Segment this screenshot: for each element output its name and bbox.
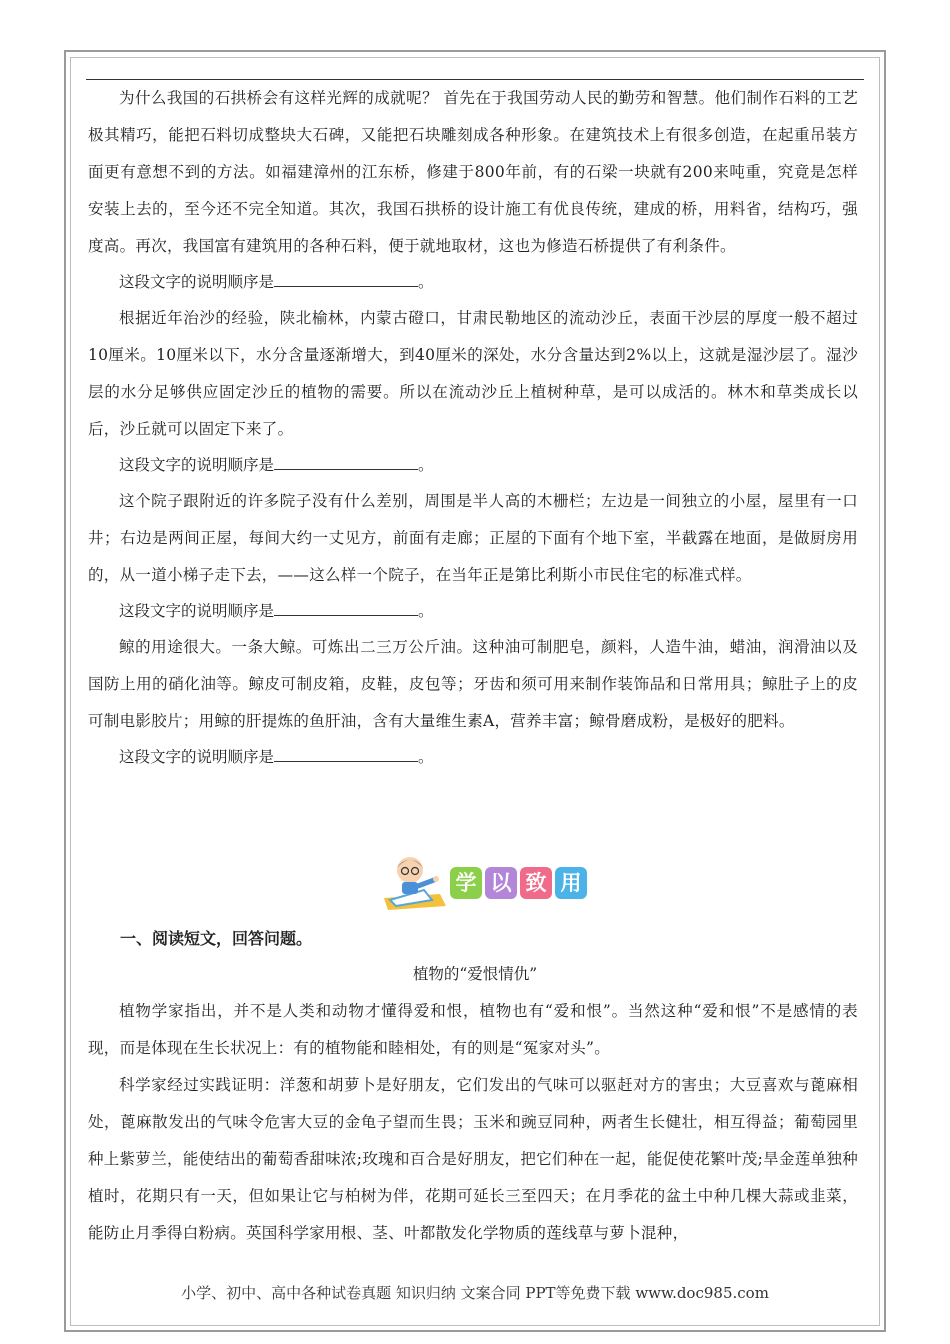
question-suffix: 。 bbox=[418, 748, 434, 766]
question-line-2 bbox=[88, 448, 858, 483]
passage-block bbox=[88, 80, 858, 775]
passage-paragraph-3: 这个院子跟附近的许多院子没有什么差别，周围是半人高的木栅栏；左边是一间独立的小屋，屋里有一口井；右边是两间正屋，每间大约一丈见方，前面有走廊；正屋的下面有个地下室，半截露在地面，是做厨房用的，从一道小梯子走下去，——这么样一个院子，在当年正是第比利斯小市民住宅的标准式样。 bbox=[88, 492, 858, 584]
article-block bbox=[88, 993, 858, 1252]
question-line-1 bbox=[88, 265, 858, 300]
answer-blank[interactable] bbox=[274, 601, 418, 616]
passage-paragraph-2: 根据近年治沙的经验，陕北榆林，内蒙古磴口，甘肃民勒地区的流动沙丘，表面干沙层的厚度一般不超过10厘米。10厘米以下，水分含量逐渐增大，到40厘米的深处，水分含量达到2%以上，这就是湿沙层了。湿沙层的水分足够供应固定沙丘的植物的需要。所以在流动沙丘上植树种草，是可以成活的。林木和草类成长以后，沙丘就可以固定下来了。 bbox=[88, 309, 858, 438]
banner-char-4: 用 bbox=[555, 867, 587, 899]
question-prefix: 这段文字的说明顺序是 bbox=[119, 748, 275, 766]
article-title: 植物的“爱恨情仇” bbox=[412, 965, 538, 983]
question-suffix: 。 bbox=[418, 602, 434, 620]
question-prefix: 这段文字的说明顺序是 bbox=[119, 273, 275, 291]
article-paragraph-2: 科学家经过实践证明：洋葱和胡萝卜是好朋友，它们发出的气味可以驱赶对方的害虫；大豆喜欢与蓖麻相处，蓖麻散发出的气味令危害大豆的金龟子望而生畏；玉米和豌豆同种，两者生长健壮，相互得益；葡萄园里种上紫萝兰，能使结出的葡萄香甜味浓;玫瑰和百合是好朋友，把它们种在一起，能促使花繁叶茂;旱金莲单独种植时，花期只有一天，但如果让它与柏树为伴，花期可延长三至四天；在月季花的盆土中种几棵大蒜或韭菜，能防止月季得白粉病。英国科学家用根、茎、叶都散发化学物质的莲线草与萝卜混种， bbox=[88, 1076, 858, 1242]
question-line-3 bbox=[88, 594, 858, 629]
article-paragraph-1: 植物学家指出，并不是人类和动物才懂得爱和恨，植物也有“爱和恨”。当然这种“爱和恨”不是感情的表现，而是体现在生长状况上：有的植物能和睦相处，有的则是“冤家对头”。 bbox=[88, 1002, 858, 1057]
question-line-4 bbox=[88, 740, 858, 775]
section-title: 一、阅读短文，回答问题。 bbox=[120, 929, 313, 948]
passage-paragraph-4: 鲸的用途很大。一条大鲸。可炼出二三万公斤油。这种油可制肥皂，颜料，人造牛油，蜡油，润滑油以及国防上用的硝化油等。鲸皮可制皮箱，皮鞋，皮包等；牙齿和须可用来制作装饰品和日常用具；鲸肚子上的皮可制电影胶片；用鲸的肝提炼的鱼肝油，含有大量维生素A，营养丰富；鲸骨磨成粉，是极好的肥料。 bbox=[88, 638, 858, 730]
banner-char-1: 学 bbox=[450, 867, 482, 899]
question-suffix: 。 bbox=[418, 456, 434, 474]
passage-paragraph-1: 为什么我国的石拱桥会有这样光辉的成就呢？ 首先在于我国劳动人民的勤劳和智慧。他们制作石料的工艺极其精巧，能把石料切成整块大石碑，又能把石块雕刻成各种形象。在建筑技术上有很多创造，在起重吊装方面更有意想不到的方法。如福建漳州的江东桥，修建于800年前，有的石梁一块就有200来吨重，究竟是怎样安装上去的，至今还不完全知道。其次，我国石拱桥的设计施工有优良传统，建成的桥，用料省，结构巧，强度高。再次，我国富有建筑用的各种石料，便于就地取材，这也为修造石桥提供了有利条件。 bbox=[88, 89, 858, 255]
footer-text: 小学、初中、高中各种试卷真题 知识归纳 文案合同 PPT等免费下载 www.doc985.com bbox=[181, 1284, 769, 1302]
banner-char-2: 以 bbox=[485, 867, 517, 899]
student-reading-icon bbox=[380, 850, 450, 912]
answer-blank[interactable] bbox=[274, 747, 418, 762]
question-suffix: 。 bbox=[418, 273, 434, 291]
study-banner bbox=[380, 850, 610, 912]
answer-blank[interactable] bbox=[274, 455, 418, 470]
answer-blank[interactable] bbox=[274, 272, 418, 287]
banner-char-3: 致 bbox=[520, 867, 552, 899]
question-prefix: 这段文字的说明顺序是 bbox=[119, 602, 275, 620]
question-prefix: 这段文字的说明顺序是 bbox=[119, 456, 275, 474]
